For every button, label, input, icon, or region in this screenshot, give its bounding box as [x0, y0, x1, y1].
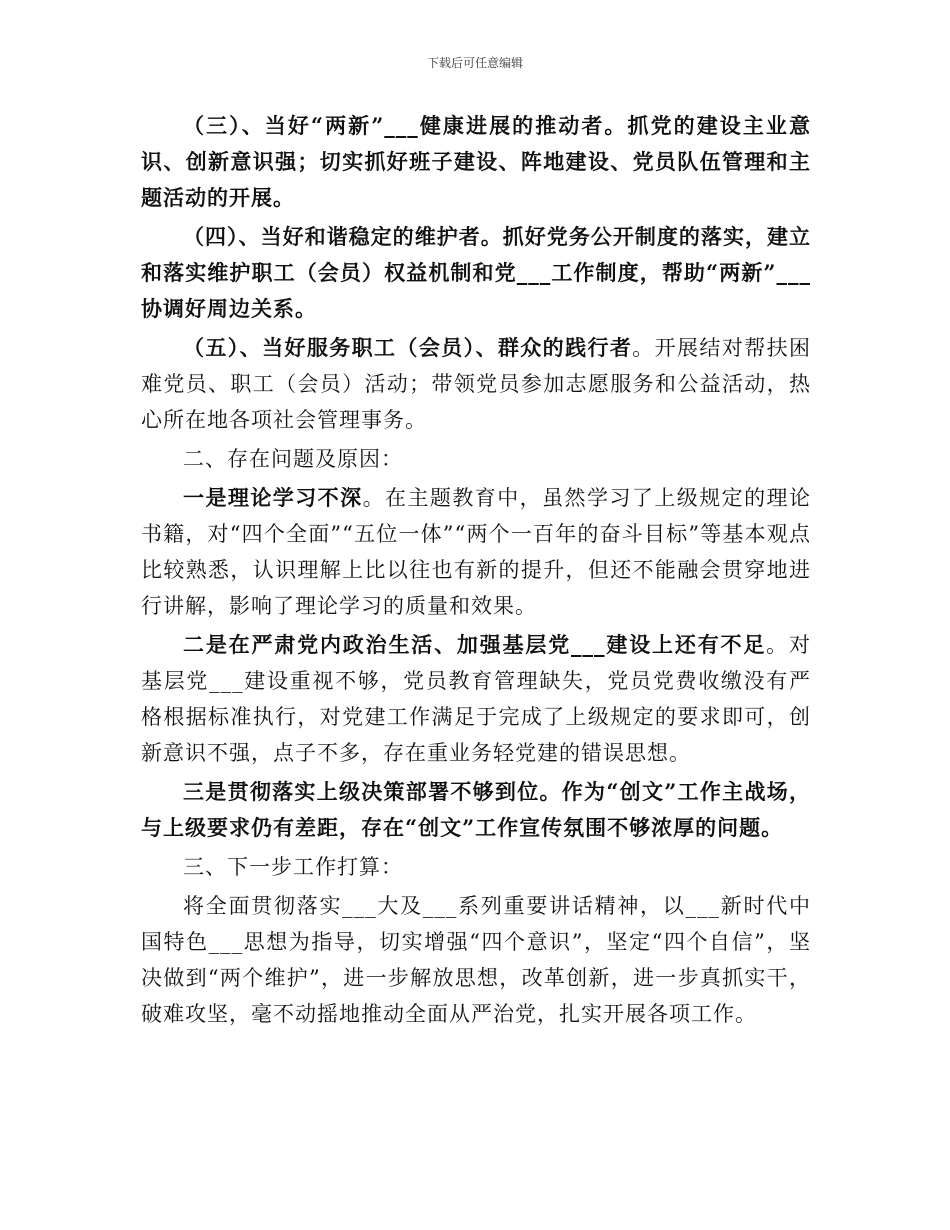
- section-heading-next-steps: [141, 849, 811, 885]
- paragraph-bold-lead: 二是在严肃党内政治生活、加强基层党___建设上还有不足: [183, 632, 767, 657]
- paragraph-text: 。在主题教育中，虽然学习了上级规定的理论书籍，对“四个全面”“五位一体”“两个一百年的奋斗目标”等基本观点比较熟悉，认识理解上比以往也有新的提升，但还不能融会贯穿地进行讲解，影响了理论学习的质量和效果。: [141, 486, 812, 618]
- paragraph-next-steps: [141, 888, 811, 1032]
- paragraph-duty-four: [141, 219, 811, 327]
- paragraph-duty-five: [141, 330, 811, 438]
- document-body: [141, 108, 811, 1035]
- paragraph-problem-one: [141, 480, 811, 624]
- paragraph-bold-lead: （三）、当好“两新”___健康进展的推动者。抓党的建设主业意识、创新意识强；切实抓好班子建设、阵地建设、党员队伍管理和主题活动的开展。: [141, 113, 811, 210]
- page-header: 下载后可任意编辑: [426, 56, 523, 70]
- paragraph-bold-lead: 一是理论学习不深: [183, 485, 363, 510]
- paragraph-bold-lead: （五）、当好服务职工（会员）、群众的践行者: [183, 335, 633, 360]
- paragraph-problem-three: [141, 774, 811, 846]
- paragraph-bold-lead: 三是贯彻落实上级决策部署不够到位。作为“创文”工作主战场，与上级要求仍有差距，存在“创文”工作宣传氛围不够浓厚的问题。: [141, 779, 811, 840]
- paragraph-text: 。对基层党___建设重视不够，党员教育管理缺失，党员党费收缴没有严格根据标准执行，对党建工作满足于完成了上级规定的要求即可，创新意识不强，点子不多，存在重业务轻党建的错误思想。: [141, 633, 811, 765]
- paragraph-text: 将全面贯彻落实___大及___系列重要讲话精神，以___新时代中国特色___思想为指导，切实增强“四个意识”，坚定“四个自信”，坚决做到“两个维护”，进一步解放思想，改革创新，进一步真抓实干，破难攻坚，毫不动摇地推动全面从严治党，扎实开展各项工作。: [141, 894, 811, 1026]
- paragraph-bold-lead: （四）、当好和谐稳定的维护者。抓好党务公开制度的落实，建立和落实维护职工（会员）权益机制和党___工作制度，帮助“两新”___协调好周边关系。: [141, 224, 811, 321]
- paragraph-text: 。开展结对帮扶困难党员、职工（会员）活动；带领党员参加志愿服务和公益活动，热心所在地各项社会管理事务。: [141, 336, 811, 432]
- section-heading-problems: [141, 441, 811, 477]
- paragraph-text: 二、存在问题及原因：: [183, 447, 403, 471]
- paragraph-duty-three: [141, 108, 811, 216]
- paragraph-problem-two: [141, 627, 811, 771]
- paragraph-text: 三、下一步工作打算：: [183, 855, 403, 879]
